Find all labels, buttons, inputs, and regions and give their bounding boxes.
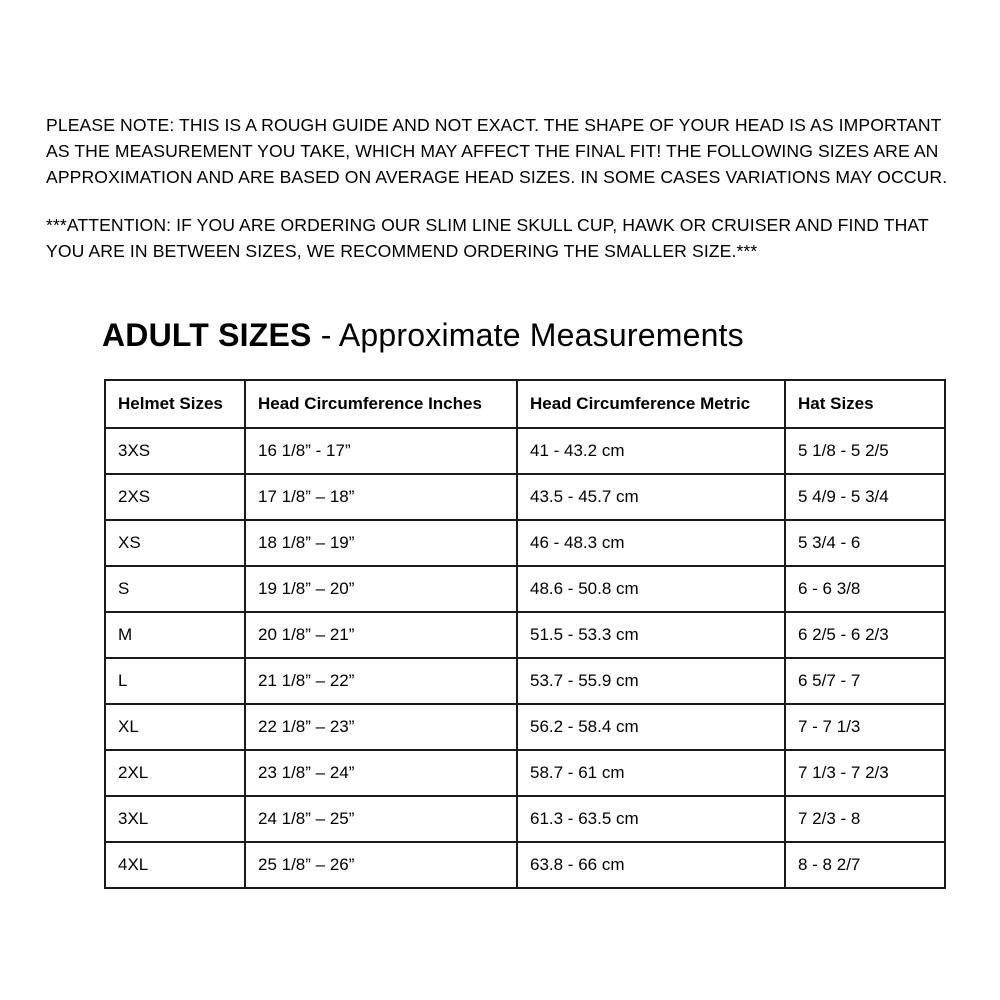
table-row bbox=[105, 612, 945, 658]
table-cell: 6 2/5 - 6 2/3 bbox=[785, 612, 945, 658]
page-title bbox=[102, 316, 954, 354]
table-row bbox=[105, 658, 945, 704]
table-cell: 7 2/3 - 8 bbox=[785, 796, 945, 842]
table-cell: 51.5 - 53.3 cm bbox=[517, 612, 785, 658]
table-cell: 23 1/8” – 24” bbox=[245, 750, 517, 796]
table-cell: 17 1/8” – 18” bbox=[245, 474, 517, 520]
table-cell: 5 4/9 - 5 3/4 bbox=[785, 474, 945, 520]
table-cell: 3XL bbox=[105, 796, 245, 842]
table-row bbox=[105, 842, 945, 888]
table-cell: 21 1/8” – 22” bbox=[245, 658, 517, 704]
table-cell: 48.6 - 50.8 cm bbox=[517, 566, 785, 612]
disclaimer-note-attention: ***ATTENTION: IF YOU ARE ORDERING OUR SLIM LINE SKULL CUP, HAWK OR CRUISER AND FIND THAT YOU ARE IN BETWEEN SIZES, WE RECOMMEND ORDERING THE SMALLER SIZE.*** bbox=[46, 215, 929, 262]
table-cell: XS bbox=[105, 520, 245, 566]
table-row bbox=[105, 474, 945, 520]
table-header-row bbox=[105, 380, 945, 428]
table-cell: 24 1/8” – 25” bbox=[245, 796, 517, 842]
table-cell: 4XL bbox=[105, 842, 245, 888]
table-cell: 3XS bbox=[105, 428, 245, 474]
table-cell: 2XL bbox=[105, 750, 245, 796]
table-cell: 58.7 - 61 cm bbox=[517, 750, 785, 796]
table-cell: 41 - 43.2 cm bbox=[517, 428, 785, 474]
table-cell: L bbox=[105, 658, 245, 704]
table-row bbox=[105, 520, 945, 566]
table-cell: 46 - 48.3 cm bbox=[517, 520, 785, 566]
table-cell: 7 1/3 - 7 2/3 bbox=[785, 750, 945, 796]
table-cell: S bbox=[105, 566, 245, 612]
table-cell: 43.5 - 45.7 cm bbox=[517, 474, 785, 520]
size-chart-table bbox=[104, 379, 946, 889]
table-cell: 20 1/8” – 21” bbox=[245, 612, 517, 658]
table-cell: 16 1/8” - 17” bbox=[245, 428, 517, 474]
page-title-rest: - Approximate Measurements bbox=[311, 317, 744, 354]
table-header bbox=[105, 380, 945, 428]
table-row bbox=[105, 566, 945, 612]
table-cell: XL bbox=[105, 704, 245, 750]
table-cell: 22 1/8” – 23” bbox=[245, 704, 517, 750]
table-cell: 8 - 8 2/7 bbox=[785, 842, 945, 888]
table-row bbox=[105, 704, 945, 750]
column-header-helmet-sizes: Helmet Sizes bbox=[105, 380, 245, 428]
disclaimer-note-primary: PLEASE NOTE: THIS IS A ROUGH GUIDE AND NOT EXACT. THE SHAPE OF YOUR HEAD IS AS IMPORTANT AS THE MEASUREMENT YOU TAKE, WHICH MAY AFFECT THE FINAL FIT! THE FOLLOWING SIZES ARE AN APPROXIMATION AND ARE BASED ON AVERAGE HEAD SIZES. IN SOME CASES VARIATIONS MAY OCCUR. bbox=[46, 115, 948, 188]
table-cell: 19 1/8” – 20” bbox=[245, 566, 517, 612]
table-cell: M bbox=[105, 612, 245, 658]
table-cell: 5 1/8 - 5 2/5 bbox=[785, 428, 945, 474]
table-cell: 18 1/8” – 19” bbox=[245, 520, 517, 566]
table-row bbox=[105, 750, 945, 796]
column-header-hat-sizes: Hat Sizes bbox=[785, 380, 945, 428]
table-cell: 2XS bbox=[105, 474, 245, 520]
table-cell: 6 5/7 - 7 bbox=[785, 658, 945, 704]
column-header-head-circumference-metric: Head Circumference Metric bbox=[517, 380, 785, 428]
table-cell: 25 1/8” – 26” bbox=[245, 842, 517, 888]
table-cell: 56.2 - 58.4 cm bbox=[517, 704, 785, 750]
table-cell: 53.7 - 55.9 cm bbox=[517, 658, 785, 704]
table-cell: 5 3/4 - 6 bbox=[785, 520, 945, 566]
page-title-strong: ADULT SIZES bbox=[102, 317, 312, 354]
table-body bbox=[105, 428, 945, 888]
table-cell: 7 - 7 1/3 bbox=[785, 704, 945, 750]
table-row bbox=[105, 796, 945, 842]
column-header-head-circumference-inches: Head Circumference Inches bbox=[245, 380, 517, 428]
table-cell: 61.3 - 63.5 cm bbox=[517, 796, 785, 842]
table-cell: 6 - 6 3/8 bbox=[785, 566, 945, 612]
table-row bbox=[105, 428, 945, 474]
table-cell: 63.8 - 66 cm bbox=[517, 842, 785, 888]
